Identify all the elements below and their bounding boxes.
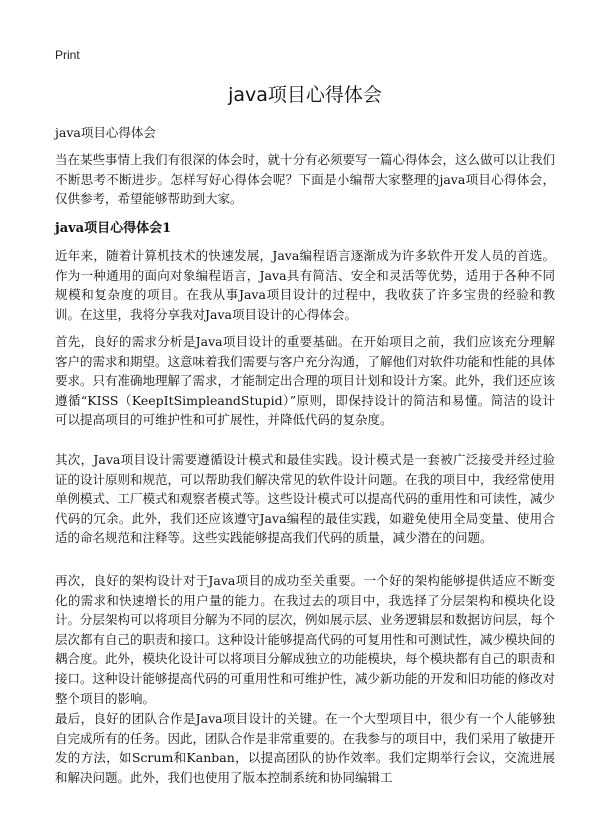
paragraph-5: 最后，良好的团队合作是Java项目设计的关键。在一个大型项目中，很少有一个人能够独自完成所有的任务。因此，团队合作是非常重要的。在我参与的项目中，我们采用了敏捷开发的方法，如Scrum和Kanban，以提高团队的协作效率。我们定期举行会议，交流进展和解决问题。此外，我们也使用了版本控制系统和协同编辑工 <box>55 711 556 785</box>
document-subtitle: java项目心得体会 <box>55 125 156 140</box>
intro-paragraph: 当在某些事情上我们有很深的体会时，就十分有必须要写一篇心得体会，这么做可以让我们不断思考不断进步。怎样写好心得体会呢？下面是小编帮大家整理的java项目心得体会，仅供参考，希望能够帮助到大家。 <box>55 152 556 207</box>
print-link[interactable]: Print <box>55 48 80 62</box>
document-title: java项目心得体会 <box>228 84 382 106</box>
paragraph-2: 首先，良好的需求分析是Java项目设计的重要基础。在开始项目之前，我们应该充分理解客户的需求和期望。这意味着我们需要与客户充分沟通，了解他们对软件功能和性能的具体要求。只有准确地理解了需求，才能制定出合理的项目计划和设计方案。此外，我们还应该遵循“KISS（KeepItSimpleandStupid）”原则，即保持设计的简洁和易懂。简洁的设计可以提高项目的可维护性和可扩展性，并降低代码的复杂度。 <box>55 334 556 428</box>
paragraph-1: 近年来，随着计算机技术的快速发展，Java编程语言逐渐成为许多软件开发人员的首选。作为一种通用的面向对象编程语言，Java具有简洁、安全和灵活等优势，适用于各种不同规模和复杂度的项目。在我从事Java项目设计的过程中，我收获了许多宝贵的经验和教训。在这里，我将分享我对Java项目设计的心得体会。 <box>55 248 555 322</box>
paragraph-4: 再次，良好的架构设计对于Java项目的成功至关重要。一个好的架构能够提供适应不断变化的需求和快速增长的用户量的能力。在我过去的项目中，我选择了分层架构和模块化设计。分层架构可以将项目分解为不同的层次，例如展示层、业务逻辑层和数据访问层，每个层次都有自己的职责和接口。这种设计能够提高代码的可复用性和可测试性，减少模块间的耦合度。此外，模块化设计可以将项目分解成独立的功能模块，每个模块都有自己的职责和接口。这种设计能够提高代码的可重用性和可维护性，减少新功能的开发和旧功能的修改对整个项目的影响。 <box>55 573 556 706</box>
paragraph-3: 其次，Java项目设计需要遵循设计模式和最佳实践。设计模式是一套被广泛接受并经过验证的设计原则和规范，可以帮助我们解决常见的软件设计问题。在我的项目中，我经常使用单例模式、工厂模式和观察者模式等。这些设计模式可以提高代码的重用性和可读性，减少代码的冗余。此外，我们还应该遵守Java编程的最佳实践，如避免使用全局变量、使用合适的命名规范和注释等。这些实践能够提高我们代码的质量，减少潜在的问题。 <box>55 452 556 546</box>
section-heading: java项目心得体会1 <box>55 221 172 236</box>
